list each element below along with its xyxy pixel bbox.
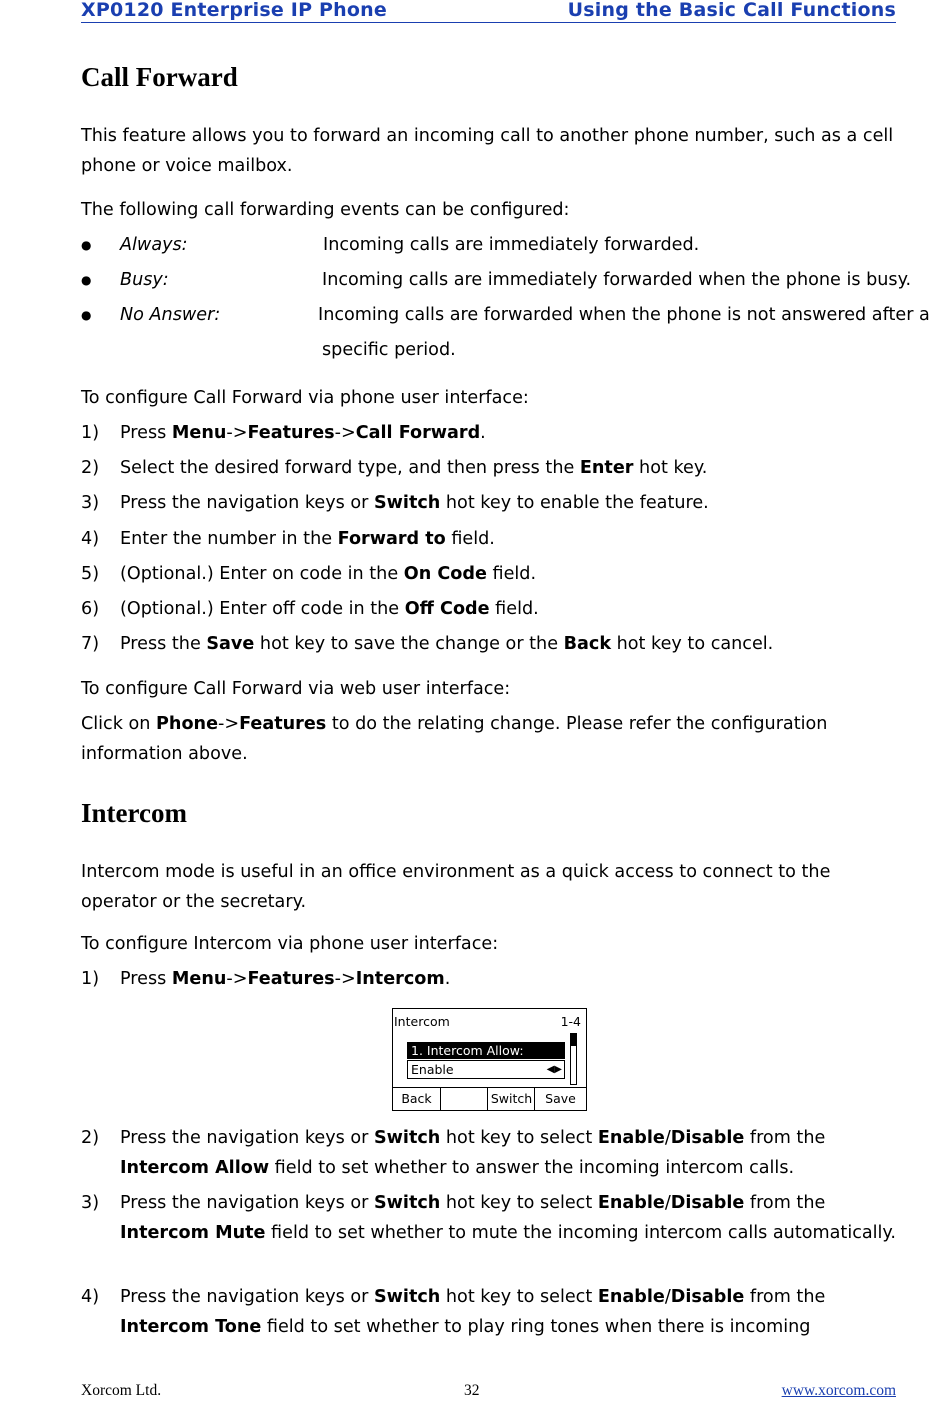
- bullet-icon: ●: [81, 238, 92, 252]
- emphasis-term: Save: [206, 634, 255, 654]
- event-desc: Incoming calls are immediately forwarded.: [323, 235, 700, 255]
- emphasis-term: Intercom: [355, 969, 445, 989]
- softkey-back: Back: [401, 1091, 432, 1106]
- emphasis-term: Switch: [373, 1128, 441, 1148]
- event-desc: Incoming calls are forwarded when the phone is not answered after a: [318, 305, 930, 325]
- bullet-icon: ●: [81, 273, 92, 287]
- emphasis-term: On Code: [403, 564, 487, 584]
- intercom-intro: Intercom mode is useful in an office environment as a quick access to connect to the operator or the secretary.: [81, 862, 831, 912]
- bullet-icon: ●: [81, 308, 92, 322]
- softkey-save: Save: [534, 1088, 586, 1110]
- emphasis-term: Disable: [670, 1128, 745, 1148]
- call-forward-web-ui-intro: To configure Call Forward via web user interface:: [81, 679, 511, 699]
- emphasis-term: Disable: [670, 1287, 745, 1307]
- emphasis-term: Off Code: [404, 599, 490, 619]
- lcd-selected-item: 1. Intercom Allow:: [407, 1042, 565, 1059]
- footer-page-number: 32: [464, 1382, 480, 1399]
- page-header: [81, 0, 896, 22]
- header-rule: [81, 22, 896, 23]
- emphasis-term: Enable: [597, 1193, 665, 1213]
- event-desc-continued: specific period.: [322, 340, 456, 360]
- emphasis-term: Enable: [597, 1128, 665, 1148]
- emphasis-term: Call Forward: [355, 423, 481, 443]
- call-forward-events-intro: The following call forwarding events can be configured:: [81, 200, 570, 220]
- emphasis-term: Forward to: [337, 529, 446, 549]
- call-forward-web-ui-text: Click on Phone->Features to do the relating change. Please refer the configuration information above.: [81, 714, 828, 764]
- call-forward-intro: This feature allows you to forward an incoming call to another phone number, such as a cell phone or voice mailbox.: [81, 126, 894, 176]
- emphasis-term: Menu: [171, 969, 227, 989]
- event-term: Always:: [120, 235, 188, 255]
- lcd-value-field: Enable ◀▶: [407, 1060, 565, 1079]
- event-desc: Incoming calls are immediately forwarded when the phone is busy.: [322, 270, 912, 290]
- emphasis-term: Intercom Allow: [120, 1157, 270, 1178]
- emphasis-term: Features: [247, 423, 335, 443]
- left-right-arrows-icon: ◀▶: [546, 1064, 562, 1075]
- softkey-blank: [440, 1088, 488, 1110]
- emphasis-term: Menu: [171, 423, 227, 443]
- emphasis-term: Intercom Mute: [120, 1222, 266, 1243]
- emphasis-term: Disable: [670, 1193, 745, 1213]
- emphasis-term: Back: [563, 634, 612, 654]
- emphasis-term: Features: [247, 969, 335, 989]
- lcd-softkey-bar: [393, 1087, 586, 1110]
- lcd-scrollbar-thumb: [571, 1034, 576, 1046]
- emphasis-term: Enable: [597, 1287, 665, 1307]
- footer-website-link[interactable]: www.xorcom.com: [781, 1382, 896, 1399]
- emphasis-term: Switch: [373, 1193, 441, 1213]
- softkey-switch: Switch: [487, 1088, 535, 1110]
- emphasis-term: Features: [239, 714, 327, 734]
- event-term: Busy:: [120, 270, 169, 290]
- lcd-scrollbar: [570, 1033, 577, 1085]
- lcd-page-indicator: 1-4: [560, 1014, 581, 1029]
- call-forward-heading: Call Forward: [81, 62, 238, 92]
- emphasis-term: Switch: [373, 1287, 441, 1307]
- header-product-title: XP0120 Enterprise IP Phone: [81, 0, 387, 21]
- phone-lcd-screenshot: [392, 1008, 587, 1111]
- event-term: No Answer:: [120, 305, 221, 325]
- header-section-title: Using the Basic Call Functions: [567, 0, 896, 21]
- intercom-phone-ui-intro: To configure Intercom via phone user interface:: [81, 934, 499, 954]
- emphasis-term: Switch: [373, 493, 441, 513]
- lcd-title: Intercom: [394, 1014, 450, 1029]
- footer-company: Xorcom Ltd.: [81, 1382, 162, 1399]
- emphasis-term: Phone: [156, 714, 218, 734]
- intercom-heading: Intercom: [81, 798, 187, 828]
- emphasis-term: Intercom Tone: [120, 1316, 262, 1337]
- call-forward-phone-ui-intro: To configure Call Forward via phone user interface:: [81, 388, 529, 408]
- emphasis-term: Enter: [579, 458, 634, 478]
